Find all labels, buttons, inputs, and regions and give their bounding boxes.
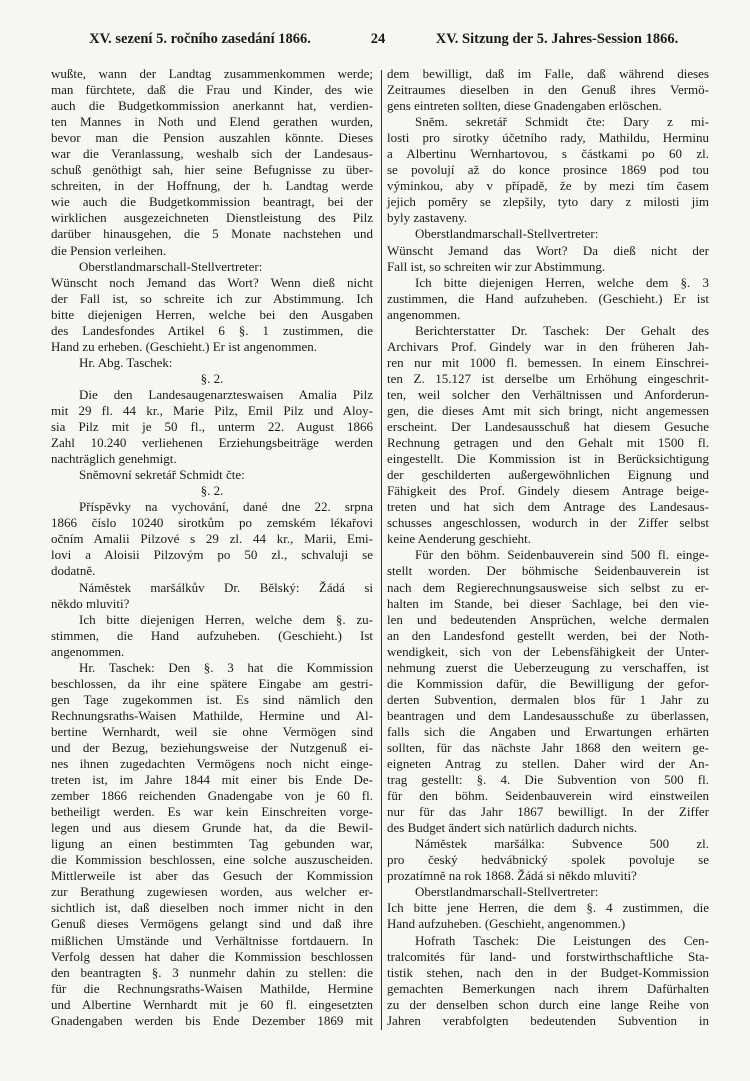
text-line: nach dem Regierechnungsausweise sich selbst zu er- [387, 579, 709, 595]
running-header-czech: XV. sezení 5. ročního zasedání 1866. [89, 31, 311, 47]
text-line: treten und hat sich dem Antrage des Landesaus- [387, 499, 709, 515]
text-line: se povolují až do konce prosince 1869 pod tou [387, 162, 709, 178]
text-line: dem bewilligt, daß im Falle, daß während dieses [387, 66, 709, 81]
text-line: Oberstlandmarschall-Stellvertreter: [79, 258, 263, 274]
text-line: schreiten, in der Hoffnung, der h. Landtag werde [51, 178, 373, 194]
text-line: wendigkeit, sich von der Lebensfähigkeit der Unter- [387, 643, 709, 659]
text-line: Náměstek maršálka: Subvence 500 zl. [415, 836, 709, 852]
text-line: man fürchtete, daß die Frau und Kinder, des wie [51, 82, 373, 98]
text-line: schusses angeschlossen, wodurch in der Ziffer selbst [387, 515, 709, 531]
text-line: gen, die dieses Amt mit sich bringt, nicht angemessen [387, 402, 709, 418]
text-line: §. 2. [200, 483, 224, 499]
text-line: ten Z. 15.127 ist derselbe um Erhöhung eingeschrit- [387, 370, 709, 386]
text-line: legen und aus diesem Grunde hat, da die Bewil- [51, 820, 373, 836]
page-number: 24 [370, 31, 386, 47]
text-line: 1866 číslo 10240 sirotkům po zemském lékařovi [51, 515, 373, 531]
text-line: Hr. Abg. Taschek: [79, 354, 173, 370]
text-line: treten ist, im Jahre 1844 mit einer bis Ende De- [51, 772, 373, 788]
text-line: Rechnung getragen und den Gehalt mit 1500 fl. [387, 435, 709, 451]
paragraph [387, 323, 709, 548]
text-line: die Kommission beschlossen, eine solche auszuscheiden. [51, 852, 373, 868]
text-line: war die Veranlassung, weshalb sich der Landesaus- [51, 146, 373, 162]
text-line: des Budget ändert sich natürlich dadurch nichts. [387, 820, 638, 836]
text-line: Genuß dieses Vermögens gelangt sind und daß ihre [51, 916, 373, 932]
text-line: wirklichen ausgezeichneten Dienstleistung des Pilz [51, 210, 373, 226]
text-line: Oberstlandmarschall-Stellvertreter: [415, 226, 599, 242]
text-line: byly zastaveny. [387, 210, 468, 226]
text-line: Gnadengaben werden bis Ende Dezember 1869 mit [51, 1012, 373, 1028]
text-line: a Albertinu Wernhartovou, s částkami po 60 zl. [387, 146, 709, 162]
text-line: darüber hinausgehen, die 5 Monate nachstehen und [51, 226, 373, 242]
text-line: an den Landesfond gestellt werden, bei der Noth- [387, 627, 709, 643]
text-line: für den böhm. Seidenbauverein wird einstweilen [387, 788, 709, 804]
text-line: bertine Wernhardt, weil sie ohne Vermögen sind [51, 723, 373, 739]
paragraph [387, 836, 709, 884]
text-line: trag gestellt: §. 4. Die Subvention von 500 fl. [387, 772, 709, 788]
text-line: Hand zu erheben. (Geschieht.) Er ist angenommen. [51, 338, 318, 354]
text-line: Oberstlandmarschall-Stellvertreter: [415, 884, 599, 900]
text-line: gemachten Bemerkungen nach ihrem Dafürhalten [387, 980, 709, 996]
text-line: zu der denselben schon durch eine lange Reihe von [387, 996, 709, 1012]
paragraph [387, 884, 709, 932]
text-line: wie auch die Budgetkommission beantragt, bei der [51, 194, 373, 210]
right-column [387, 66, 709, 1029]
text-line: ten Mannes in Noth und Elend gerathen wurden, [51, 114, 373, 130]
paragraph [387, 275, 709, 323]
text-line: Hofrath Taschek: Die Leistungen des Cen- [415, 932, 709, 948]
text-line: eigneten Antrag zu stellen. Daher wird der An- [387, 756, 709, 772]
text-line: Náměstek maršálkův Dr. Bělský: Žádá si [79, 579, 373, 595]
text-line: sollten, für das nächste Jahr 1868 den weitern ge- [387, 739, 709, 755]
text-line: losti pro sirotky účetního rady, Mathildu, Herminu [387, 130, 709, 146]
text-line: jejich poměry se zlepšily, tyto dary z milosti jim [387, 194, 709, 210]
text-line: Fähigkeit des Prof. Gindely diesem Antrage beige- [387, 483, 709, 499]
text-line: für die Rechnungsraths-Waisen Mathilde, Hermine [51, 980, 373, 996]
text-line: wußte, wann der Landtag zusammenkommen werde; [51, 66, 373, 81]
text-line: auch die Budgetkommission anerkannt hat, verdien- [51, 98, 373, 114]
text-line: dodatně. [51, 563, 96, 579]
text-line: angenommen. [387, 306, 461, 322]
column-divider [381, 70, 382, 1030]
text-line: Jahren verabfolgten bedeutenden Subvention in [387, 1012, 709, 1028]
text-line: gen Tage zugekommen ist. Es sind nämlich den [51, 691, 373, 707]
text-line: keine Aenderung geschieht. [387, 531, 532, 547]
text-line: angenommen. [51, 643, 125, 659]
text-line: Für den böhm. Seidenbauverein sind 500 fl. einge- [415, 547, 709, 563]
text-line: betheiligt werden. Es war kein Einschreiten vorge- [51, 804, 373, 820]
text-line: nehmung zuerst die Ueberzeugung zu verschaffen, ist [387, 659, 709, 675]
text-line: Sněmovní sekretář Schmidt čte: [79, 467, 245, 483]
text-line: sichtlich ist, daß dieselben noch immer nicht in den [51, 900, 373, 916]
paragraph [387, 66, 709, 114]
text-line: falls sich die Angaben und Erwartungen erhärten [387, 723, 709, 739]
text-line: Archivars Prof. Gindely war in den früheren Jah- [387, 338, 709, 354]
text-line: někdo mluviti? [51, 595, 130, 611]
text-line: stellt worden. Der böhmische Seidenbauverein ist [387, 563, 709, 579]
text-line: derten Subvention, dermalen blos für 1 Jahr zu [387, 691, 709, 707]
text-line: Zeitraumes dieselben in den Genuß ihres Vermö- [387, 82, 709, 98]
running-header-german: XV. Sitzung der 5. Jahres-Session 1866. [435, 31, 679, 47]
text-line: zur Berathung zugewiesen worden, aus welcher er- [51, 884, 373, 900]
text-line: ligung an einen bestimmten Tag gebunden war, [51, 836, 373, 852]
text-line: Hr. Taschek: Den §. 3 hat die Kommission [79, 659, 373, 675]
paragraph [51, 66, 373, 259]
paragraph [387, 114, 709, 226]
text-line: nachträglich genehmigt. [51, 451, 177, 467]
text-line: der geschilderten außergewöhnlichen Eignung und [387, 467, 709, 483]
text-line: tistik stehen, nach den in der Budget-Kommission [387, 964, 709, 980]
text-line: Ich bitte diejenigen Herren, welche dem §. zu- [79, 611, 373, 627]
section-heading [51, 371, 373, 387]
text-line: mißlichen Umstände und Verhältnisse fortdauern. In [51, 932, 373, 948]
text-line: ten, weil solcher den Verhältnissen und Anforderun- [387, 386, 709, 402]
text-line: prozatímně na rok 1868. Žádá si někdo mluviti? [387, 868, 637, 884]
paragraph [51, 499, 373, 579]
text-line: Die den Landesaugenarzteswaisen Amalia Pilz [79, 386, 373, 402]
text-line: Berichterstatter Dr. Taschek: Der Gehalt des [415, 322, 709, 338]
text-line: halten im Stande, bei dieser Sachlage, bei den vie- [387, 595, 709, 611]
paragraph [51, 612, 373, 660]
text-line: eingestellt. Die Kommission ist in Berücksichtigung [387, 451, 709, 467]
text-line: Zahl 10.240 verliehenen Erziehungsbeiträge werden [51, 435, 373, 451]
paragraph [51, 660, 373, 1029]
text-line: Hand aufzuheben. (Geschieht, angenommen.) [387, 916, 626, 932]
paragraph [387, 226, 709, 274]
text-line: mit 29 fl. 44 kr., Marie Pilz, Emil Pilz und Aloy- [51, 402, 373, 418]
text-line: gens eintreten sollten, diese Gnadengaben erlöschen. [387, 98, 662, 114]
paragraph [387, 933, 709, 1029]
text-line: §. 2. [200, 370, 224, 386]
text-line: ren nur mit 1000 fl. bemessen. In einem Einschrei- [387, 354, 709, 370]
text-line: výminkou, aby v případě, že by mezi tím časem [387, 178, 709, 194]
text-line: die Kommission dafür, die Bewilligung der gefor- [387, 675, 709, 691]
text-line: beschlossen, da ihr eine spätere Eingabe am gestri- [51, 675, 373, 691]
text-line: Ich bitte diejenigen Herren, welche dem §. 3 [415, 274, 709, 290]
text-line: nes ihnen zugedachten Vermögens noch nicht einge- [51, 756, 373, 772]
paragraph [51, 580, 373, 612]
text-line: zember 1866 reichenden Gnadengabe von je 60 fl. [51, 788, 373, 804]
text-line: Wünscht Jemand das Wort? Da dieß nicht der [387, 242, 709, 258]
text-line: bevor man die Pension auszahlen könnte. Dieses [51, 130, 373, 146]
paragraph [51, 355, 373, 371]
text-line: stimmen, die Hand aufzuheben. (Geschieht.) Ist [51, 627, 373, 643]
text-line: Fall ist, so schreiten wir zur Abstimmung. [387, 258, 606, 274]
text-line: lovi a Aloisii Pilzovým po 50 zl., schvaluji se [51, 547, 373, 563]
text-line: Wünscht noch Jemand das Wort? Wenn dieß nicht [51, 274, 373, 290]
text-line: die Pension verleihen. [51, 242, 167, 258]
text-line: und Albertine Wernhardt mit je 60 fl. eingesetzten [51, 996, 373, 1012]
text-line: zustimmen, die Hand aufzuheben. (Geschieht.) Er ist [387, 290, 709, 306]
text-line: der Fall ist, so schreite ich zur Abstimmung. Ich [51, 290, 373, 306]
text-line: den beantragten §. 3 nunmehr dahin zu stellen: die [51, 964, 373, 980]
paragraph [387, 547, 709, 836]
text-line: tralcomités für land- und forstwirthschaftliche Sta- [387, 948, 709, 964]
text-line: Ich bitte jene Herren, die dem §. 4 zustimmen, die [387, 900, 709, 916]
section-heading [51, 483, 373, 499]
text-line: beantragen und dem Landesausschuße zu überlassen, [387, 707, 709, 723]
paragraph [51, 467, 373, 483]
text-line: Rechnungsraths-Waisen Mathilde, Hermine und Al- [51, 707, 373, 723]
text-line: len und bedeutenden Ansprüchen, welche dermalen [387, 611, 709, 627]
text-line: pro český hedvábnický spolek povoluje se [387, 852, 709, 868]
paragraph [51, 387, 373, 467]
text-line: Sněm. sekretář Schmidt čte: Dary z mi- [415, 114, 709, 130]
text-line: des Landesfondes Artikel 6 §. 1 zustimmen, die [51, 322, 373, 338]
text-line: und der Bezug, beziehungsweise der Nutzgenuß ei- [51, 739, 373, 755]
text-line: očním Amalii Pilzové s 29 zl. 44 kr., Marii, Emi- [51, 531, 373, 547]
text-line: bitte diejenigen Herren, welche bei den Ausgaben [51, 306, 373, 322]
paragraph [51, 259, 373, 355]
text-line: nur für das Jahr 1867 bewilligt. In der Ziffer [387, 804, 709, 820]
text-line: Verfolg dessen hat daher die Kommission beschlossen [51, 948, 373, 964]
text-line: erscheint. Der Landesausschuß hat diesem Gesuche [387, 419, 709, 435]
text-line: Mittlerweile ist aber das Gesuch der Kommission [51, 868, 373, 884]
text-line: schuß genöthigt sah, hier seine Befugnisse zu über- [51, 162, 373, 178]
left-column [51, 66, 373, 1029]
text-line: sia Pilz mit je 50 fl., unterm 22. August 1866 [51, 419, 373, 435]
text-line: Příspěvky na vychování, dané dne 22. srpna [79, 499, 373, 515]
